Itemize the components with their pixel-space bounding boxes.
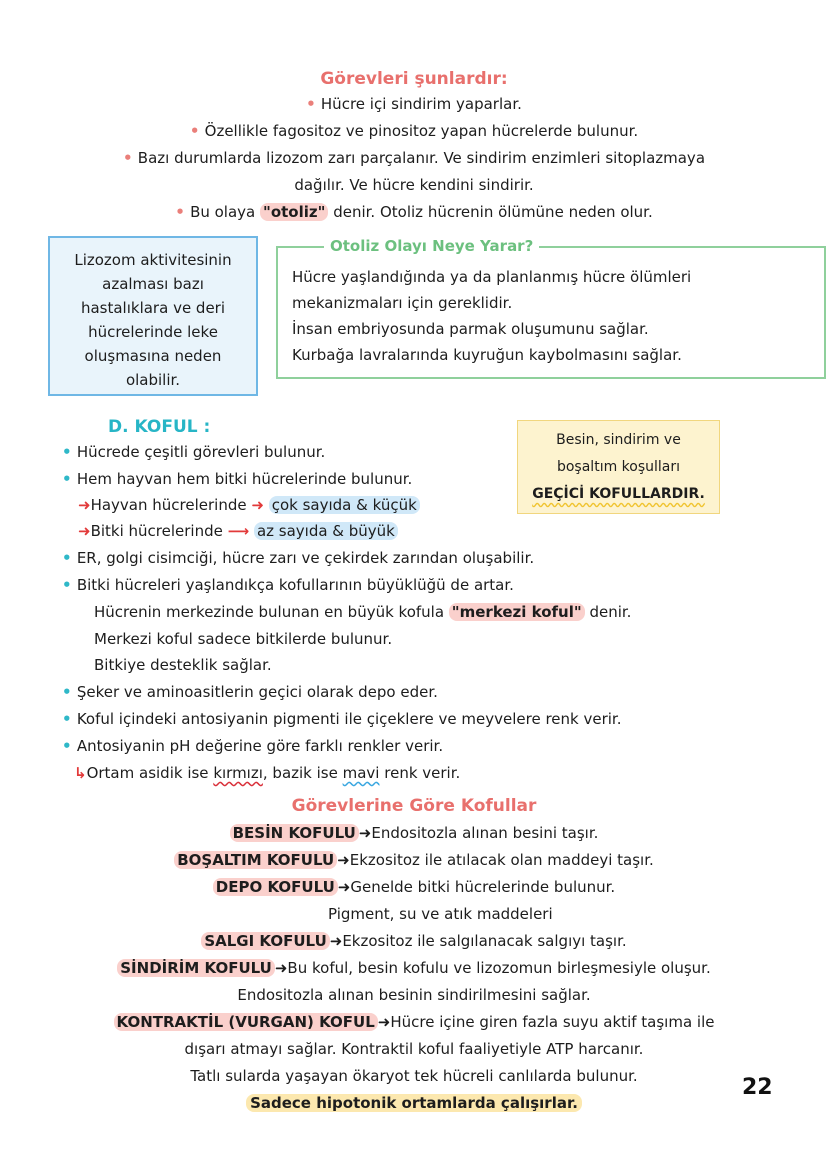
note-line: boşaltım koşulları bbox=[556, 459, 681, 475]
bullet-line-otoliz: • Bu olaya "otoliz" denir. Otoliz hücrenin ölümüne neden olur. bbox=[175, 203, 653, 221]
arrow-icon: ➜ bbox=[329, 932, 343, 950]
bullet-dot: • bbox=[189, 122, 205, 140]
arrow-icon: ➜ bbox=[377, 1013, 391, 1031]
bullet-dot: • bbox=[62, 737, 77, 755]
hayvan-line: ➜Hayvan hücrelerinde ➜ çok sayıda & küçük bbox=[78, 496, 420, 515]
bullet-line: • Antosiyanin pH değerine göre farklı renkler verir. bbox=[62, 737, 444, 755]
otoliz-highlight: "otoliz" bbox=[260, 203, 328, 221]
arrow-icon: ➜ bbox=[358, 824, 372, 842]
bullet-dot: • bbox=[62, 443, 77, 461]
depo-koful-line: DEPO KOFULU ➜Genelde bitki hücrelerinde bulunur. bbox=[0, 878, 828, 897]
kontraktil-koful-label: KONTRAKTİL (VURGAN) KOFUL bbox=[114, 1013, 378, 1031]
note-line: oluşmasına neden bbox=[84, 347, 222, 365]
note-line: GEÇİCİ KOFULLARDIR. bbox=[532, 486, 705, 502]
lizozom-note-box bbox=[48, 236, 258, 396]
note-line: mekanizmaları için gereklidir. bbox=[292, 294, 513, 312]
bullet-dot: • bbox=[175, 203, 191, 221]
bullet-dot: • bbox=[122, 149, 138, 167]
ph-color-line: ↳Ortam asidik ise kırmızı, bazik ise mavi renk verir. bbox=[74, 764, 461, 782]
bosaltim-koful-label: BOŞALTIM KOFULU bbox=[174, 851, 337, 869]
note-line: Hücre yaşlandığında ya da planlanmış hücre ölümleri bbox=[292, 268, 692, 286]
arrow-icon: ➜ bbox=[337, 878, 351, 896]
bullet-dot: • bbox=[62, 549, 77, 567]
bullet-line: • Özellikle fagositoz ve pinositoz yapan hücrelerde bulunur. bbox=[189, 122, 639, 140]
bosaltim-koful-line: BOŞALTIM KOFULU ➜Ekzositoz ile atılacak olan maddeyi taşır. bbox=[0, 851, 828, 870]
bullet-dot: • bbox=[62, 710, 77, 728]
text-line: Pigment, su ve atık maddeleri bbox=[328, 905, 553, 923]
page-number: 22 bbox=[742, 1075, 773, 1100]
bullet-line: • Şeker ve aminoasitlerin geçici olarak depo eder. bbox=[62, 683, 438, 701]
note-line: Kurbağa lavralarında kuyruğun kaybolmasını sağlar. bbox=[292, 346, 682, 364]
note-line: hücrelerinde leke bbox=[88, 323, 218, 341]
note-line: Besin, sindirim ve bbox=[556, 432, 681, 448]
bullet-line: • Bitki hücreleri yaşlandıkça kofullarının büyüklüğü de artar. bbox=[62, 576, 514, 594]
note-line: İnsan embriyosunda parmak oluşumunu sağlar. bbox=[292, 320, 649, 338]
merkezi-koful-highlight: "merkezi koful" bbox=[449, 603, 585, 621]
note-line: hastalıklara ve deri bbox=[80, 299, 226, 317]
salgi-koful-line: SALGI KOFULU ➜Ekzositoz ile salgılanacak salgıyı taşır. bbox=[0, 932, 828, 951]
salgi-koful-label: SALGI KOFULU bbox=[201, 932, 329, 950]
bullet-line: • Hücre içi sindirim yaparlar. bbox=[306, 95, 522, 113]
kontraktil-koful-line: KONTRAKTİL (VURGAN) KOFUL ➜Hücre içine giren fazla suyu aktif taşıma ile bbox=[0, 1013, 828, 1032]
arrow-icon: ➜ bbox=[78, 496, 91, 514]
curved-arrow-icon: ↳ bbox=[74, 764, 87, 782]
besin-koful-label: BESİN KOFULU bbox=[230, 824, 359, 842]
section-title-kofullar: Görevlerine Göre Kofullar bbox=[291, 796, 537, 816]
text-line: Merkezi koful sadece bitkilerde bulunur. bbox=[94, 630, 393, 648]
bitki-value-highlight: az sayıda & büyük bbox=[254, 522, 398, 540]
text-line: Tatlı sularda yaşayan ökaryot tek hücreli canlılarda bulunur. bbox=[190, 1067, 638, 1085]
arrow-icon: ⟶ bbox=[227, 522, 250, 540]
bitki-line: ➜Bitki hücrelerinde ⟶ az sayıda & büyük bbox=[78, 522, 398, 541]
otoliz-purpose-title: Otoliz Olayı Neye Yarar? bbox=[324, 237, 539, 255]
hipotonik-note-line bbox=[0, 1094, 828, 1113]
note-line: Lizozom aktivitesinin bbox=[74, 251, 232, 269]
gecici-koful-note-box bbox=[517, 420, 720, 514]
otoliz-purpose-box bbox=[276, 237, 826, 379]
bullet-line: • ER, golgi cisimciği, hücre zarı ve çekirdek zarından oluşabilir. bbox=[62, 549, 535, 567]
arrow-icon: ➜ bbox=[274, 959, 288, 977]
merkezi-koful-line: Hücrenin merkezinde bulunan en büyük kofula "merkezi koful" denir. bbox=[94, 603, 632, 621]
bullet-dot: • bbox=[62, 470, 77, 488]
section-title-koful: D. KOFUL : bbox=[108, 417, 211, 437]
bullet-line: • Hücrede çeşitli görevleri bulunur. bbox=[62, 443, 326, 461]
text-line: Endositozla alınan besinin sindirilmesini sağlar. bbox=[237, 986, 591, 1004]
section-title-gorevleri: Görevleri şunlardır: bbox=[320, 69, 508, 89]
arrow-icon: ➜ bbox=[78, 522, 91, 540]
bullet-line: • Hem hayvan hem bitki hücrelerinde bulunur. bbox=[62, 470, 413, 488]
bullet-dot: • bbox=[62, 576, 77, 594]
note-line: olabilir. bbox=[125, 371, 181, 389]
bullet-line: • Koful içindeki antosiyanin pigmenti ile çiçeklere ve meyvelere renk verir. bbox=[62, 710, 622, 728]
text-line: Bitkiye desteklik sağlar. bbox=[94, 656, 272, 674]
kirmizi-word: kırmızı bbox=[213, 764, 263, 782]
bullet-dot: • bbox=[62, 683, 77, 701]
note-line: azalması bazı bbox=[102, 275, 204, 293]
sindirim-koful-line: SİNDİRİM KOFULU ➜Bu koful, besin kofulu ve lizozomun birleşmesiyle oluşur. bbox=[0, 959, 828, 978]
bullet-dot: • bbox=[306, 95, 321, 113]
hayvan-value-highlight: çok sayıda & küçük bbox=[269, 496, 420, 514]
arrow-icon: ➜ bbox=[251, 496, 264, 514]
bullet-line: • Bazı durumlarda lizozom zarı parçalanır. Ve sindirim enzimleri sitoplazmaya bbox=[122, 149, 706, 167]
hipotonik-highlight: Sadece hipotonik ortamlarda çalışırlar. bbox=[246, 1094, 582, 1112]
arrow-icon: ➜ bbox=[337, 851, 350, 869]
sindirim-koful-label: SİNDİRİM KOFULU bbox=[117, 959, 275, 977]
text-line: dışarı atmayı sağlar. Kontraktil koful faaliyetiyle ATP harcanır. bbox=[184, 1040, 644, 1058]
depo-koful-label: DEPO KOFULU bbox=[213, 878, 338, 896]
besin-koful-line: BESİN KOFULU ➜Endositozla alınan besini taşır. bbox=[0, 824, 828, 843]
mavi-word: mavi bbox=[342, 764, 380, 782]
text-line: dağılır. Ve hücre kendini sindirir. bbox=[294, 176, 534, 194]
